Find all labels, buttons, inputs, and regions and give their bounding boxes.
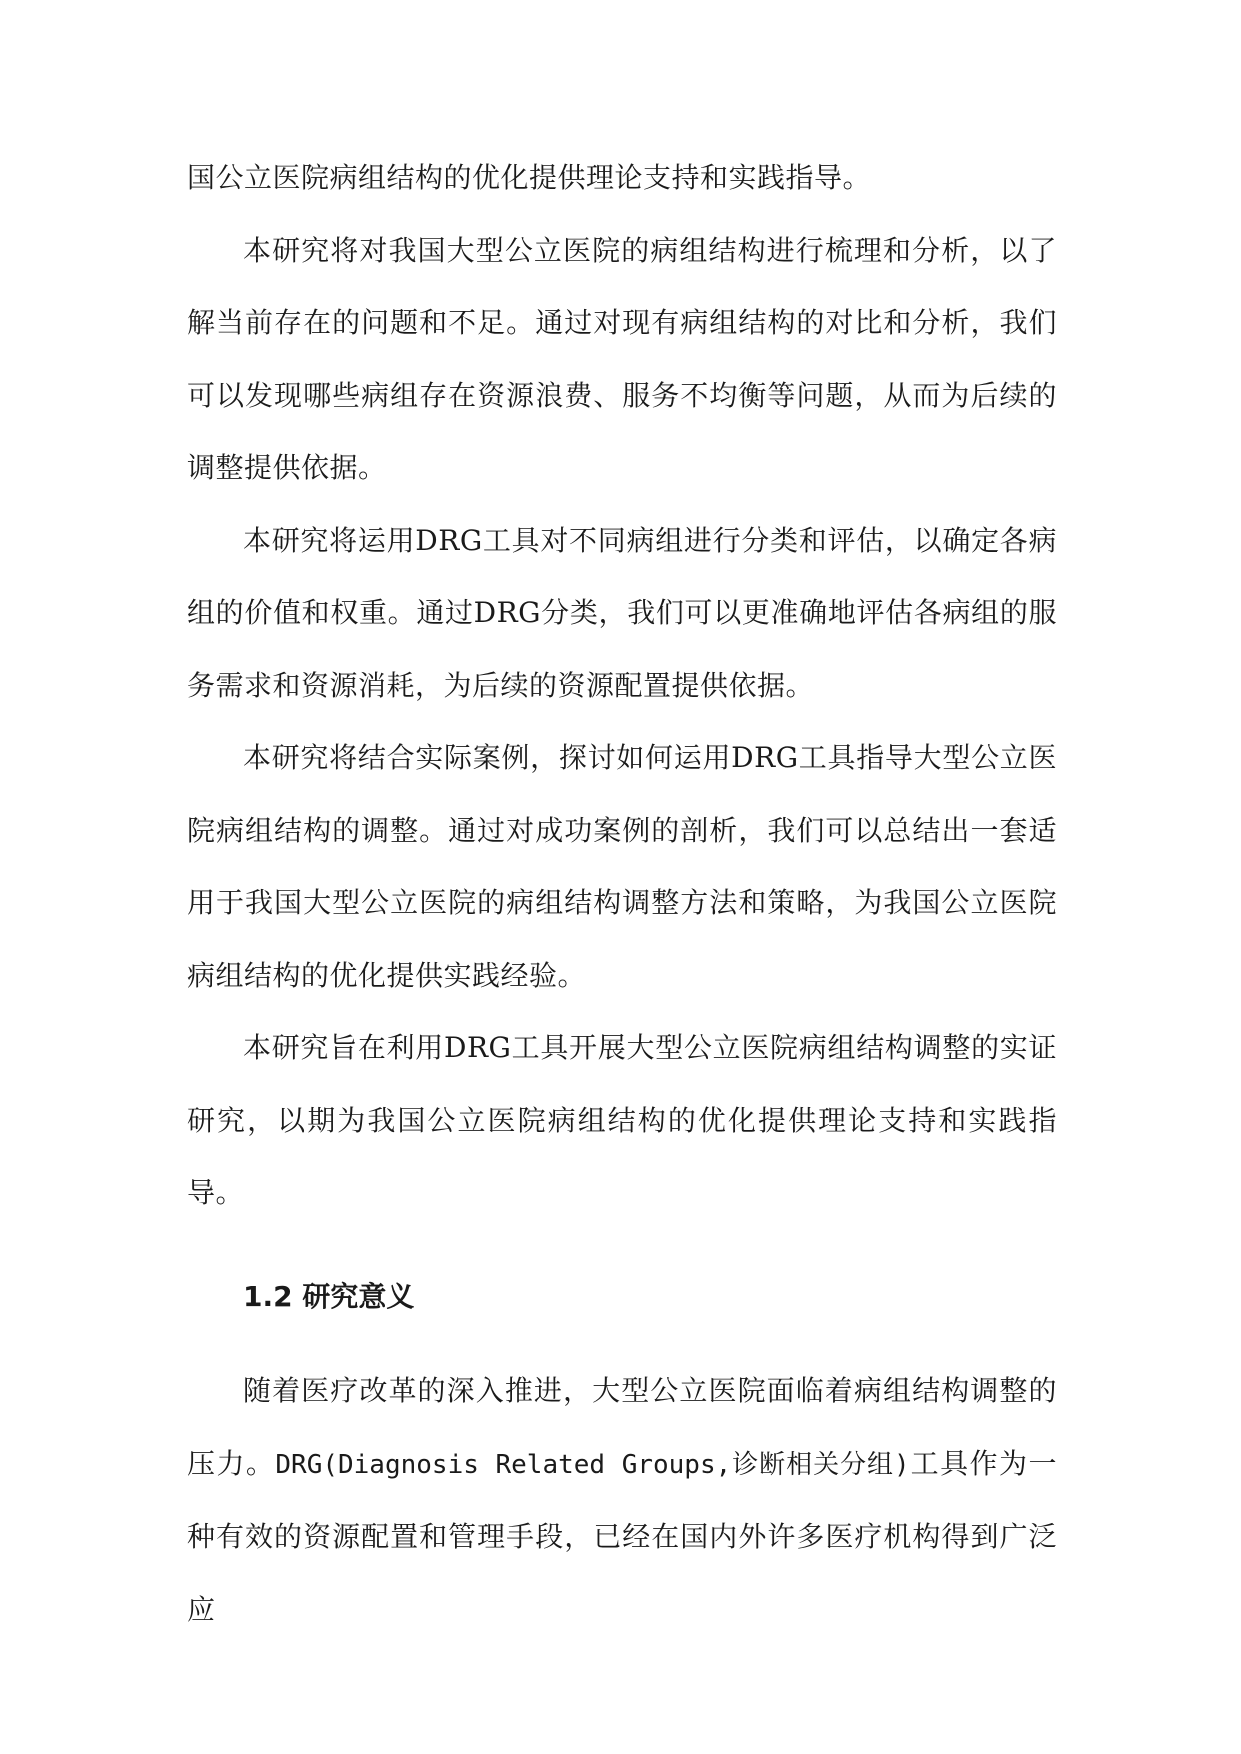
- paragraph-text-part: 随着医疗改革的深入推进，大型公立医院面临着病组结构调整的压力。: [187, 1374, 1057, 1480]
- paragraph-research-aim: 本研究旨在利用DRG工具开展大型公立医院病组结构调整的实证研究，以期为我国公立医院病组结构的优化提供理论支持和实践指导。: [187, 1031, 1057, 1209]
- document-body: [187, 142, 1057, 1646]
- paragraph-research-significance: [187, 1355, 1057, 1646]
- paragraph-text-part: 工具作为一种有效的资源配置和管理手段，已经在国内外许多医疗机构得到广泛应: [187, 1446, 1057, 1626]
- paragraph-continuation: 国公立医院病组结构的优化提供理论支持和实践指导。: [187, 161, 872, 194]
- paragraph-case-study: 本研究将结合实际案例，探讨如何运用DRG工具指导大型公立医院病组结构的调整。通过对成功案例的剖析，我们可以总结出一套适用于我国大型公立医院的病组结构调整方法和策略，为我国公立医院病组结构的优化提供实践经验。: [187, 741, 1057, 992]
- drg-definition-text: DRG(Diagnosis Related Groups,诊断相关分组): [275, 1449, 910, 1480]
- section-heading: 1.2 研究意义: [243, 1279, 415, 1313]
- paragraph-drg-classification: 本研究将运用DRG工具对不同病组进行分类和评估，以确定各病组的价值和权重。通过DRG分类，我们可以更准确地评估各病组的服务需求和资源消耗，为后续的资源配置提供依据。: [187, 523, 1057, 702]
- paragraph-problem-analysis: 本研究将对我国大型公立医院的病组结构进行梳理和分析，以了解当前存在的问题和不足。通过对现有病组结构的对比和分析，我们可以发现哪些病组存在资源浪费、服务不均衡等问题，从而为后续的调整提供依据。: [187, 233, 1057, 484]
